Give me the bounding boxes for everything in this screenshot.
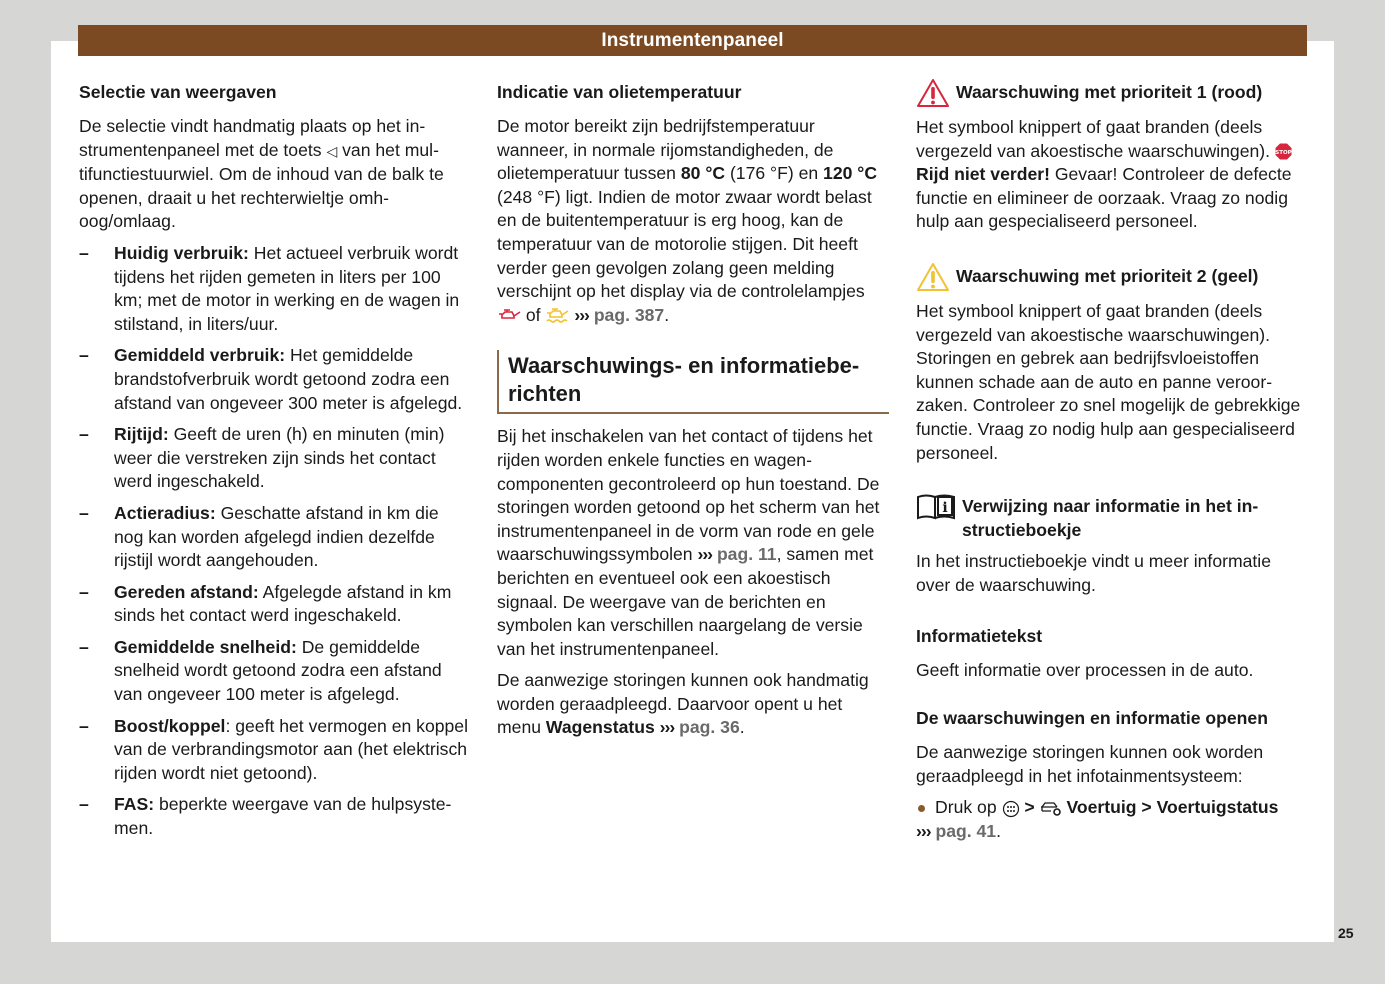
list-item: – FAS: beperkte weergave van de hulpsystemen. (79, 793, 471, 840)
priority-2-text: Het symbool knippert of gaat branden (deels vergezeld van akoestische waarschuwingen). Storingen en gebrek aan bedrijfsvloeistoffen kunnen schade aan de auto en panne veroorzaken. Controleer zo snel mogelijk de gebrekkige functie. Vraag zo nodig hulp aan gespecialiseerd personeel. (916, 300, 1301, 463)
svg-text:i: i (942, 500, 948, 517)
oil-warning-red-icon (497, 309, 521, 323)
left-arrow-key-icon: ◁ (326, 142, 338, 159)
info-book-icon (916, 493, 956, 521)
list-item: – Huidig verbruik: Het actueel verbruik wordt tijdens het rijden gemeten in liters per 100 km; met de motor in werking en de wagen in stilstand, in liters/uur. (79, 242, 471, 336)
infotext-text: Geeft informatie over processen in de auto. (916, 659, 1254, 680)
priority-1-text: Het symbool knippert of gaat branden (deels vergezeld van akoestische waarschuwingen). STOP Rijd niet verder! Gevaar! Controleer de defecte functie en elimineer de oorzaak. Vraag zo nodig hulp aan gespecialiseerd personeel. (916, 117, 1292, 232)
page-reference-link[interactable]: pag. 387 (593, 304, 665, 325)
oil-level-yellow-icon (545, 308, 569, 324)
priority-2-heading: Waarschuwing met prioriteit 2 (geel) (916, 262, 1308, 292)
page-reference-link[interactable]: pag. 41 (935, 820, 997, 841)
list-item: – Actieradius: Geschatte afstand in km die nog kan worden afgelegd indien dezelfde rijstijl wordt aangehouden. (79, 502, 471, 573)
section-title: Waarschuwings- en informatieberichten (497, 350, 889, 414)
reference-arrows-icon: ››› (697, 544, 713, 565)
reference-arrows-icon: ››› (574, 304, 589, 325)
page-reference-link[interactable]: pag. 36 (679, 717, 740, 738)
heading-openen: De waarschuwingen en informatie openen (916, 708, 1268, 729)
warnings-intro-paragraph: Bij het inschakelen van het contact of tijdens het rijden worden enkele functies en wagencomponenten gecontroleerd op hun toestand. De storingen worden getoond op het scherm van het instrumentenpaneel in de vorm van rode en gele waarschuwingssymbolen ››› pag. 11, samen met berichten en eventueel ook een akoestisch signaal. De weergave van de berichten en symbolen kan verschillen naargelang de versie van het instrumentenpaneel. (497, 426, 880, 659)
reference-arrows-icon: ››› (659, 717, 675, 738)
chapter-title: Instrumentenpaneel (601, 30, 784, 51)
svg-text:STOP: STOP (1275, 150, 1292, 157)
stop-icon (1275, 143, 1292, 160)
instruction-step: Druk op > Voertuig > Voertuigstatus ››› pag. 41. (916, 797, 1279, 841)
reference-arrows-icon: ››› (916, 820, 931, 841)
list-item: – Gemiddeld verbruik: Het gemiddelde brandstofverbruik wordt getoond zodra een afstand van ongeveer 300 meter is afgelegd. (79, 344, 471, 415)
column-3 (916, 78, 1308, 851)
book-reference-text: In het instructieboekje vindt u meer informatie over de waarschuwing. (916, 551, 1271, 595)
heading-olietemperatuur: Indicatie van olietemperatuur (497, 82, 742, 102)
red-warning-triangle-icon (916, 78, 950, 108)
intro-paragraph: De selectie vindt handmatig plaats op het instrumentenpaneel met de toets ◁ van het multifunctiestuurwiel. Om de inhoud van de balk te openen, draait u het rechterwieltje omhoog/omlaag. (79, 116, 444, 232)
list-item: – Boost/koppel: geeft het vermogen en koppel van de verbrandingsmotor aan (het elektrisch rijden wordt niet getoond). (79, 715, 471, 786)
open-intro-text: De aanwezige storingen kunnen ook worden geraadpleegd in het infotainmentsysteem: (916, 742, 1264, 786)
page-number: 25 (1338, 925, 1354, 941)
yellow-warning-triangle-icon (916, 262, 950, 292)
heading-selectie: Selectie van weergaven (79, 82, 277, 102)
chapter-header (78, 25, 1307, 56)
display-options-list (79, 242, 471, 841)
page-reference-link[interactable]: pag. 11 (716, 544, 777, 565)
vehicle-settings-icon (1040, 801, 1062, 817)
list-item: – Rijtijd: Geeft de uren (h) en minuten (min) weer die verstreken zijn sinds het contact werd ingeschakeld. (79, 423, 471, 494)
menu-grid-button-icon (1002, 800, 1020, 818)
oil-temperature-paragraph: De motor bereikt zijn bedrijfstemperatuur wanneer, in normale rijomstandigheden, de olietemperatuur tussen 80 °C (176 °F) en 120 °C (248 °F) ligt. Indien de motor zwaar wordt belast en de buitentemperatuur is erg hoog, kan de temperatuur van de motorolie stijgen. Dit heeft verder geen gevolgen zolang geen melding verschijnt op het display via de controlelampjes of ››› pag. 387. (497, 116, 878, 325)
column-2 (497, 78, 889, 748)
bullet-dot-icon (918, 805, 925, 812)
list-item: – Gereden afstand: Afgelegde afstand in km sinds het contact werd ingeschakeld. (79, 581, 471, 628)
heading-informatietekst: Informatietekst (916, 625, 1043, 646)
priority-1-heading: Waarschuwing met prioriteit 1 (rood) (916, 78, 1308, 108)
manual-check-paragraph: De aanwezige storingen kunnen ook handmatig worden geraadpleegd. Daarvoor opent u het menu Wagenstatus ››› pag. 36. (497, 670, 869, 738)
column-1 (79, 78, 471, 849)
list-item: – Gemiddelde snelheid: De gemiddelde snelheid wordt getoond zodra een afstand van ongeveer 100 meter is afgelegd. (79, 636, 471, 707)
book-reference-heading: i Verwijzing naar informatie in het instructieboekje (916, 495, 1308, 542)
